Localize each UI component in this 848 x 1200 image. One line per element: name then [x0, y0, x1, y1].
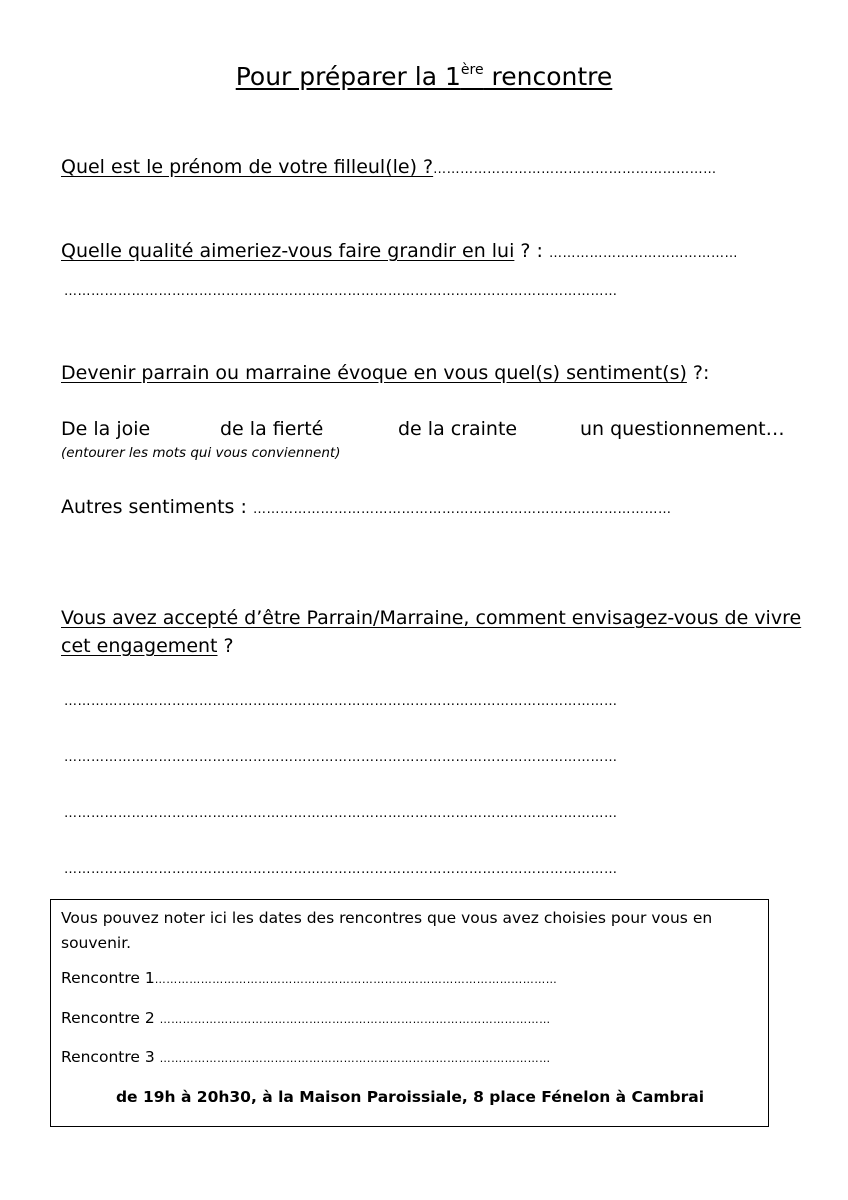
question-2-answer-line-2[interactable]: …………………………………………………………………………………………………………… [64, 284, 618, 299]
box-intro-line-1: Vous pouvez noter ici les dates des rencontres que vous avez choisies pour vous en [61, 909, 713, 927]
question-3: Devenir parrain ou marraine évoque en vous quel(s) sentiment(s) ?: [61, 362, 710, 384]
meeting-2-label: Rencontre 2 [61, 1009, 160, 1027]
other-feelings [61, 496, 671, 518]
meeting-1-label: Rencontre 1 [61, 969, 155, 987]
feeling-option-fear[interactable]: de la crainte [398, 418, 518, 440]
question-4-answer-line-3[interactable]: …………………………………………………………………………………………………………… [64, 806, 618, 821]
question-1 [61, 156, 717, 178]
feeling-option-questioning[interactable]: un questionnement… [580, 418, 785, 440]
feeling-hint: (entourer les mots qui vous conviennent) [61, 445, 341, 461]
other-feelings-answer-line[interactable]: ………………………………………………………………………………… [252, 502, 672, 517]
meeting-1-date-line[interactable]: …………………………………………………………………………………………… [154, 973, 558, 986]
other-feelings-label: Autres sentiments : [61, 496, 253, 518]
feeling-option-pride[interactable]: de la fierté [220, 418, 324, 440]
meeting-3-date-line[interactable]: ………………………………………………………………………………………… [159, 1052, 551, 1065]
question-4-text-line-2: cet engagement [61, 635, 218, 657]
page-title: Pour préparer la 1ère rencontre [235, 62, 613, 91]
question-4-answer-line-1[interactable]: …………………………………………………………………………………………………………… [64, 694, 618, 709]
question-2: Quelle qualité aimeriez-vous faire grandir en lui ? : …………………………………… [61, 240, 738, 262]
question-4-answer-line-2[interactable]: …………………………………………………………………………………………………………… [64, 750, 618, 765]
question-4-line-2: cet engagement ? [61, 635, 234, 657]
meeting-3 [61, 1048, 551, 1066]
meeting-2 [61, 1009, 551, 1027]
box-intro-line-2: souvenir. [61, 934, 132, 952]
question-1-text: Quel est le prénom de votre filleul(le) ? [61, 156, 434, 178]
question-2-answer-line[interactable]: …………………………………… [548, 246, 738, 261]
question-2-text: Quelle qualité aimeriez-vous faire grandir en lui [61, 240, 515, 262]
meeting-location: de 19h à 20h30, à la Maison Paroissiale, 8 place Fénelon à Cambrai [115, 1088, 705, 1106]
title-superscript: ère [460, 62, 484, 78]
question-4-answer-line-4[interactable]: …………………………………………………………………………………………………………… [64, 862, 618, 877]
question-1-answer-line[interactable]: ……………………………………………………… [433, 162, 717, 177]
meeting-1 [61, 969, 557, 987]
question-3-text: Devenir parrain ou marraine évoque en vous quel(s) sentiment(s) [61, 362, 687, 384]
meeting-3-label: Rencontre 3 [61, 1048, 160, 1066]
meeting-2-date-line[interactable]: ………………………………………………………………………………………… [159, 1013, 551, 1026]
question-4-text-line-1: Vous avez accepté d’être Parrain/Marraine, comment envisagez-vous de vivre [61, 607, 802, 629]
feeling-option-joy[interactable]: De la joie [61, 418, 151, 440]
